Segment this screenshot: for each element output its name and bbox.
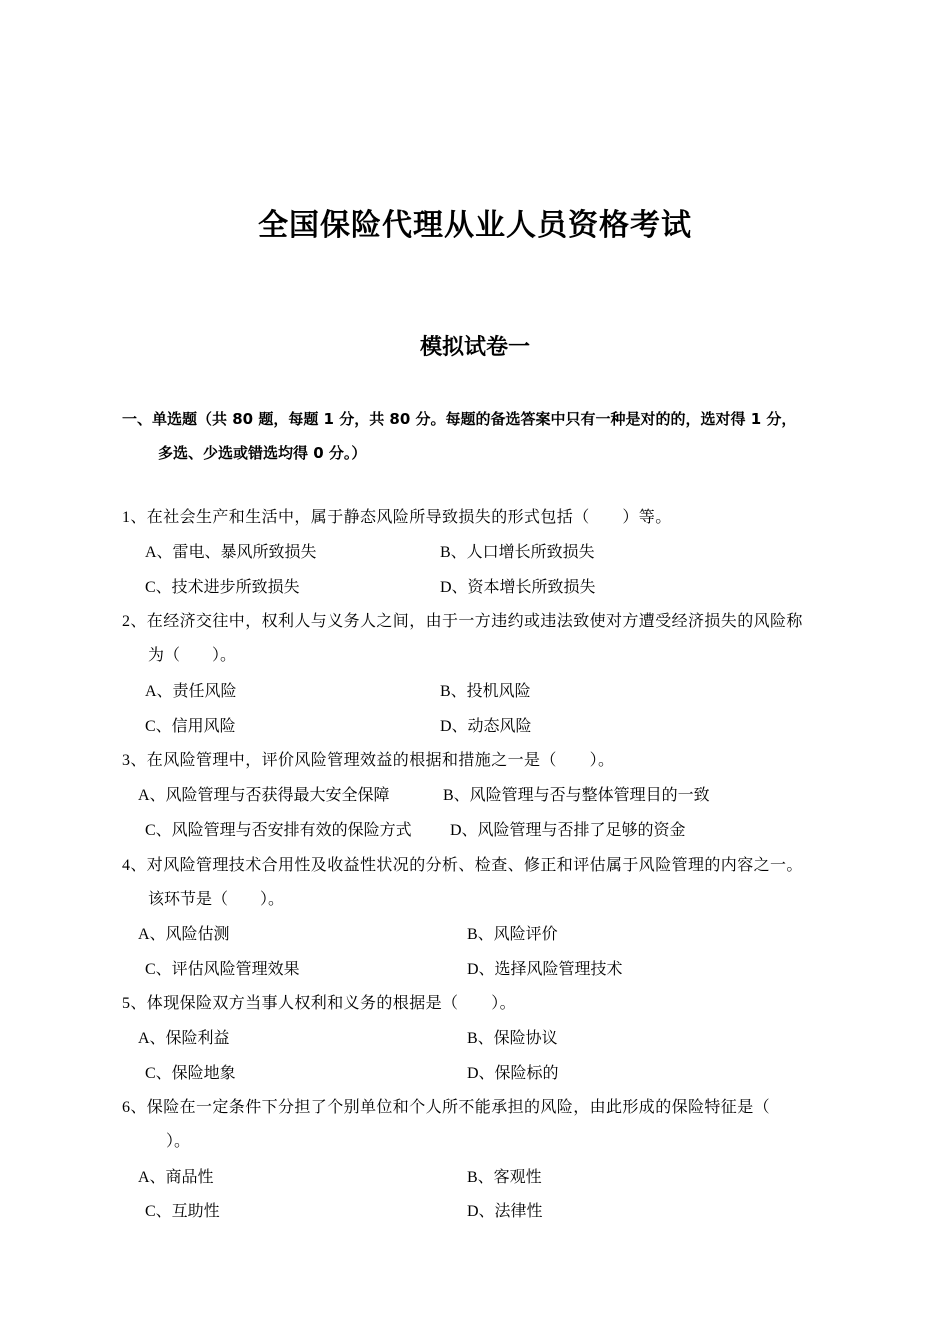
question-stem: 4、对风险管理技术合用性及收益性状况的分析、检查、修正和评估属于风险管理的内容之一。	[122, 857, 803, 874]
question-6-option-d: D、法律性	[467, 1203, 543, 1220]
question-2-stem	[122, 605, 842, 673]
question-5-option-a: A、保险利益	[138, 1030, 230, 1047]
question-1-option-d: D、资本增长所致损失	[440, 579, 596, 596]
question-5-option-b: B、保险协议	[467, 1030, 558, 1047]
question-2-option-b: B、投机风险	[440, 683, 531, 700]
question-1-option-a: A、雷电、暴风所致损失	[145, 544, 317, 561]
question-5-option-d: D、保险标的	[467, 1065, 559, 1082]
question-1-option-c: C、技术进步所致损失	[145, 579, 300, 596]
document-subtitle: 模拟试卷一	[419, 335, 530, 360]
question-stem: 3、在风险管理中，评价风险管理效益的根据和措施之一是（ ）。	[122, 752, 615, 769]
section-heading-line-2: 多选、少选或错选均得 0 分。）	[158, 444, 367, 462]
question-3-option-b: B、风险管理与否与整体管理目的一致	[443, 787, 710, 804]
question-4-option-a: A、风险估测	[138, 926, 230, 943]
question-stem-continued: 该环节是（ ）。	[148, 891, 285, 908]
question-4-stem	[122, 849, 842, 917]
question-4-option-c: C、评估风险管理效果	[145, 961, 300, 978]
section-heading	[122, 402, 842, 470]
question-2-option-c: C、信用风险	[145, 718, 236, 735]
question-3-option-c: C、风险管理与否安排有效的保险方式	[145, 822, 412, 839]
question-6-option-b: B、客观性	[467, 1169, 542, 1186]
question-stem: 1、在社会生产和生活中，属于静态风险所导致损失的形式包括（ ）等。	[122, 509, 672, 526]
question-4-option-b: B、风险评价	[467, 926, 558, 943]
question-stem: 5、体现保险双方当事人权利和义务的根据是（ ）。	[122, 995, 517, 1012]
question-1-option-b: B、人口增长所致损失	[440, 544, 595, 561]
question-1-stem	[122, 501, 842, 535]
question-6-option-c: C、互助性	[145, 1203, 220, 1220]
question-stem-continued: ）。	[166, 1133, 191, 1150]
question-stem: 6、保险在一定条件下分担了个别单位和个人所不能承担的风险，由此形成的保险特征是（	[122, 1099, 771, 1116]
question-2-option-d: D、动态风险	[440, 718, 532, 735]
question-5-option-c: C、保险地象	[145, 1065, 236, 1082]
section-heading-line-1: 一、单选题（共 80 题，每题 1 分，共 80 分。每题的备选答案中只有一种是对的的，选对得 1 分，	[122, 410, 797, 428]
question-3-stem	[122, 744, 842, 778]
question-6-stem	[122, 1091, 842, 1159]
question-2-option-a: A、责任风险	[145, 683, 237, 700]
question-3-option-a: A、风险管理与否获得最大安全保障	[138, 787, 390, 804]
document-title: 全国保险代理从业人员资格考试	[258, 208, 692, 243]
question-3-option-d: D、风险管理与否排了足够的资金	[450, 822, 686, 839]
question-stem: 2、在经济交往中，权利人与义务人之间，由于一方违约或违法致使对方遭受经济损失的风险称	[122, 613, 803, 630]
question-4-option-d: D、选择风险管理技术	[467, 961, 623, 978]
question-stem-continued: 为（ ）。	[148, 647, 237, 664]
question-5-stem	[122, 987, 842, 1021]
question-6-option-a: A、商品性	[138, 1169, 214, 1186]
